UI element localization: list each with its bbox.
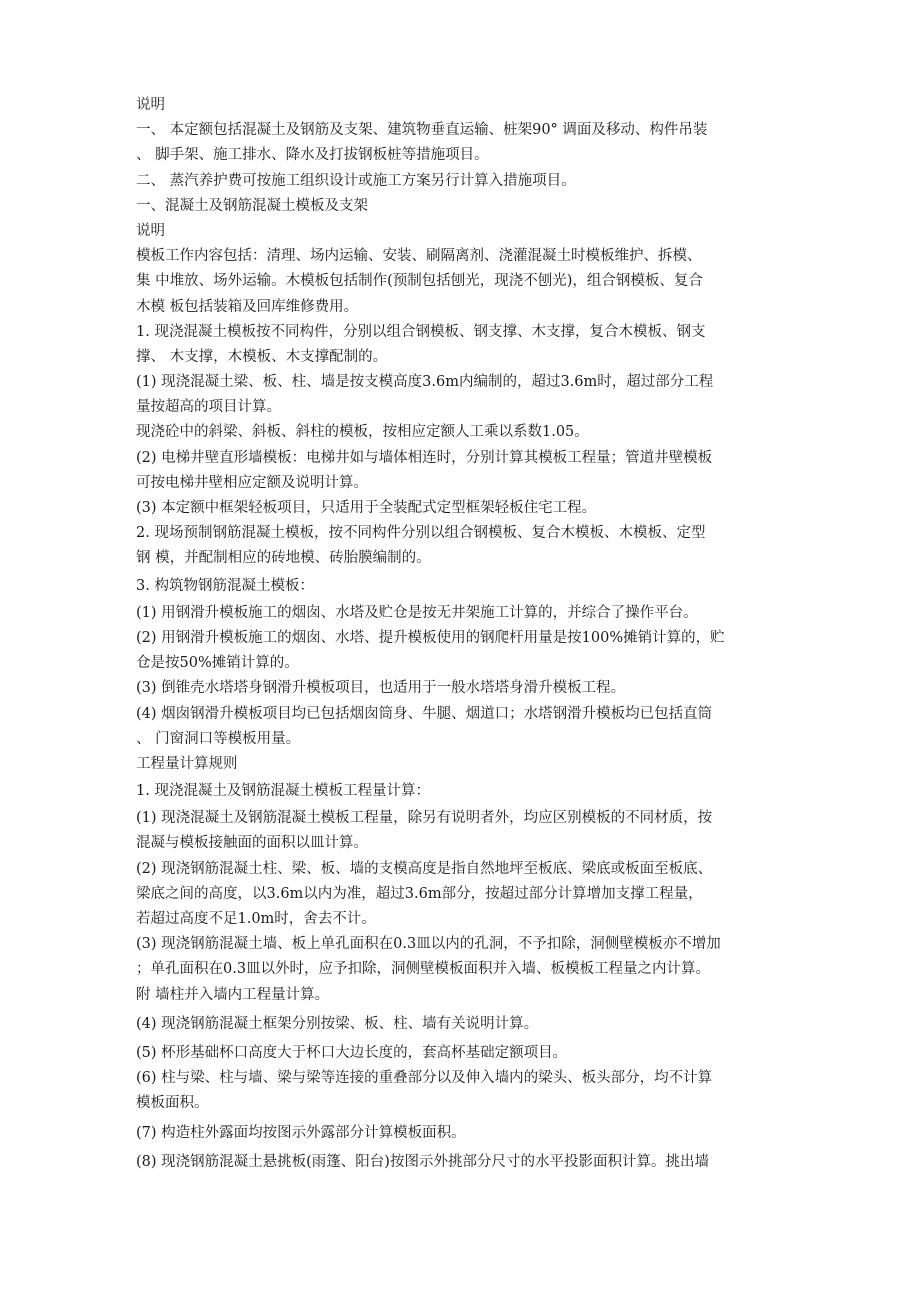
text-line: (2) 电梯井壁直形墙模板：电梯井如与墙体相连时，分别计算其模板工程量；管道井壁模板 (136, 449, 713, 466)
text-line: 现浇砼中的斜梁、斜板、斜柱的模板，按相应定额人工乘以系数1.05。 (136, 424, 589, 441)
text-line: (2) 现浇钢筋混凝土柱、梁、板、墙的支模高度是指自然地坪至板底、梁底或板面至板底、 (136, 860, 713, 877)
text-line: 、 门窗洞口等模板用量。 (136, 730, 301, 747)
text-line: 、 脚手架、施工排水、降水及打拔钢板桩等措施项目。 (136, 147, 489, 164)
text-line: 1. 现浇混凝土模板按不同构件，分别以组合钢模板、钢支撑、木支撑，复合木模板、钢支 (136, 323, 706, 340)
text-line: 模板面积。 (136, 1095, 209, 1112)
text-line: (4) 现浇钢筋混凝土框架分别按梁、板、柱、墙有关说明计算。 (136, 1015, 539, 1032)
text-line: (3) 现浇钢筋混凝土墙、板上单孔面积在0.3皿以内的孔洞，不予扣除，洞侧壁模板亦不增加 (136, 936, 721, 953)
text-line: (1) 现浇混凝土梁、板、柱、墙是按支模高度3.6m内编制的，超过3.6m时，超过部分工程 (136, 374, 714, 391)
text-line: 若超过高度不足1.0m时，舍去不计。 (136, 911, 376, 927)
text-line: 一、 本定额包括混凝土及钢筋及支架、建筑物垂直运输、桩架90° 调面及移动、构件吊装 (136, 122, 708, 139)
text-line: 附 墙柱并入墙内工程量计算。 (136, 986, 330, 1003)
text-line: 集 中堆放、场外运输。木模板包括制作(预制包括刨光，现浇不刨光)，组合钢模板、复合 (136, 273, 703, 290)
text-line: 撑、 木支撑，木模板、木支撑配制的。 (136, 348, 388, 365)
text-line: 模板工作内容包括：清理、场内运输、安装、刷隔离剂、浇灌混凝土时模板维护、拆模、 (136, 248, 702, 265)
text-line: (3) 本定额中框架轻板项目，只适用于全装配式定型框架轻板住宅工程。 (136, 500, 597, 516)
text-line: 量按超高的项目计算。 (136, 399, 281, 416)
text-line: 1. 现浇混凝土及钢筋混凝土模板工程量计算： (136, 783, 430, 800)
section-heading: 一、混凝土及钢筋混凝土模板及支架 (136, 197, 368, 214)
text-line: 说明 (136, 97, 165, 113)
text-line: 3. 构筑物钢筋混凝土模板： (136, 577, 314, 594)
text-line: (5) 杯形基础杯口高度大于杯口大边长度的，套高杯基础定额项目。 (136, 1044, 568, 1061)
text-line: 梁底之间的高度，以3.6m以内为准，超过3.6m部分，按超过部分计算增加支撑工程量， (136, 885, 703, 902)
text-line: ；单孔面积在0.3皿以外时，应予扣除，洞侧壁模板面积并入墙、板模板工程量之内计算。 (136, 961, 711, 978)
text-line: 钢 模，并配制相应的砖地模、砖胎膜编制的。 (136, 550, 431, 567)
section-heading: 工程量计算规则 (136, 755, 238, 772)
text-line: (8) 现浇钢筋混凝土悬挑板(雨篷、阳台)按图示外挑部分尺寸的水平投影面积计算。挑出墙 (136, 1153, 709, 1170)
text-line: (4) 烟囱钢滑升模板项目均已包括烟囱筒身、牛腿、烟道口；水塔钢滑升模板均已包括直筒 (136, 705, 713, 722)
text-line: 说明 (136, 222, 165, 239)
text-line: 可按电梯井壁相应定额及说明计算。 (136, 474, 368, 491)
text-line: 仓是按50%摊销计算的。 (136, 655, 299, 672)
text-line: (1) 用钢滑升模板施工的烟囱、水塔及贮仓是按无井架施工计算的，并综合了操作平台。 (136, 604, 698, 621)
text-line: (3) 倒锥壳水塔塔身钢滑升模板项目，也适用于一般水塔塔身滑升模板工程。 (136, 680, 626, 697)
text-line: (1) 现浇混凝土及钢筋混凝土模板工程量，除另有说明者外，均应区别模板的不同材质，按 (136, 810, 713, 827)
text-line: 2. 现场预制钢筋混凝土模板，按不同构件分别以组合钢模板、复合木模板、木模板、定型 (136, 525, 706, 542)
text-line: 混凝与模板接触面的面积以皿计算。 (136, 835, 368, 852)
document-body (136, 93, 796, 1175)
text-line: 二、 蒸汽养护费可按施工组织设计或施工方案另行计算入措施项目。 (136, 172, 576, 189)
text-line: (2) 用钢滑升模板施工的烟囱、水塔、提升模板使用的钢爬杆用量是按100%摊销计算的，贮 (136, 629, 725, 646)
text-line: (6) 柱与梁、柱与墙、梁与梁等连接的重叠部分以及伸入墙内的梁头、板头部分，均不计算 (136, 1070, 713, 1087)
text-line: (7) 构造柱外露面均按图示外露部分计算模板面积。 (136, 1124, 466, 1141)
text-line: 木模 板包括装箱及回库维修费用。 (136, 298, 359, 315)
